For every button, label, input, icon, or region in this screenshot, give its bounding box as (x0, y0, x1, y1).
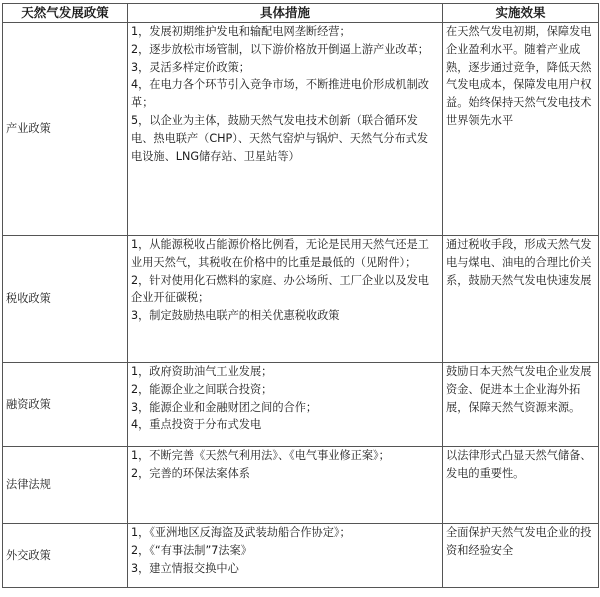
effects-cell (443, 447, 599, 524)
header-policy: 天然气发展政策 (3, 4, 128, 23)
measure-item: 3，制定鼓励热电联产的相关优惠税收政策 (131, 309, 340, 323)
category-cell: 法律法规 (3, 447, 128, 524)
effect-text: 全面保护天然气发电企业的投资和经验安全 (446, 526, 592, 557)
measure-item: 3，建立情报交换中心 (131, 561, 239, 575)
table-header-row (3, 4, 599, 23)
measures-cell (128, 363, 443, 447)
header-effects: 实施效果 (443, 4, 599, 23)
category-cell: 税收政策 (3, 236, 128, 363)
row-tax-policy (3, 236, 599, 363)
category-cell: 外交政策 (3, 524, 128, 588)
header-measures: 具体措施 (128, 4, 443, 23)
measure-item: 2，针对使用化石燃料的家庭、办公场所、工厂企业以及发电企业开征碳税； (131, 273, 429, 305)
measure-item: 3，能源企业和金融财团之间的合作； (131, 400, 318, 414)
row-diplomatic-policy (3, 524, 599, 588)
measure-item: 1，政府资助油气工业发展； (131, 365, 273, 378)
measure-item: 3，灵活多样定价政策； (131, 60, 250, 74)
measure-item: 2，逐步放松市场管制，以下游价格放开倒逼上游产业改革； (131, 42, 429, 56)
effect-text: 在天然气发电初期，保障发电企业盈利水平。随着产业成熟，逐步通过竞争，降低天然气发电成本，保障发电用户权益。始终保持天然气发电技术世界领先水平 (446, 25, 592, 127)
measure-item: 1，从能源税收占能源价格比例看，无论是民用天然气还是工业用天然气，其税收在价格中的比重是最低的（见附件）； (131, 238, 429, 269)
row-finance-policy (3, 363, 599, 447)
effects-cell (443, 524, 599, 588)
effects-cell (443, 363, 599, 447)
measure-item: 4，在电力各个环节引入竞争市场，不断推进电价形成机制改革； (131, 78, 429, 110)
measure-item: 5，以企业为主体，鼓励天然气发电技术创新（联合循环发电、热电联产（CHP）、天然气窑炉与锅炉、天然气分布式发电设施、LNG储存站、卫星站等） (131, 113, 429, 163)
measure-item: 4，重点投资于分布式发电 (131, 418, 262, 432)
measures-cell (128, 236, 443, 363)
measure-item: 1，不断完善《天然气利用法》、《电气事业修正案》； (131, 449, 390, 462)
measure-item: 2，能源企业之间联合投资； (131, 382, 273, 396)
row-law-regulation (3, 447, 599, 524)
measure-item: 2，《“有事法制”7法案》 (131, 543, 252, 557)
policy-table (2, 3, 599, 588)
effect-text: 通过税收手段，形成天然气发电与煤电、油电的合理比价关系，鼓励天然气发电快速发展 (446, 238, 592, 287)
category-cell: 产业政策 (3, 23, 128, 236)
effect-text: 鼓励日本天然气发电企业发展资金、促进本土企业海外拓展，保障天然气资源来源。 (446, 365, 592, 414)
measure-item: 1，发展初期维护发电和输配电网垄断经营； (131, 25, 351, 38)
effects-cell (443, 23, 599, 236)
measures-cell (128, 447, 443, 524)
measures-cell (128, 524, 443, 588)
measure-item: 1，《亚洲地区反海盗及武装劫船合作协定》； (131, 526, 351, 539)
row-industry-policy (3, 23, 599, 236)
measures-cell (128, 23, 443, 236)
effects-cell (443, 236, 599, 363)
measure-item: 2，完善的环保法案体系 (131, 466, 250, 480)
effect-text: 以法律形式凸显天然气储备、发电的重要性。 (446, 449, 592, 480)
category-cell: 融资政策 (3, 363, 128, 447)
